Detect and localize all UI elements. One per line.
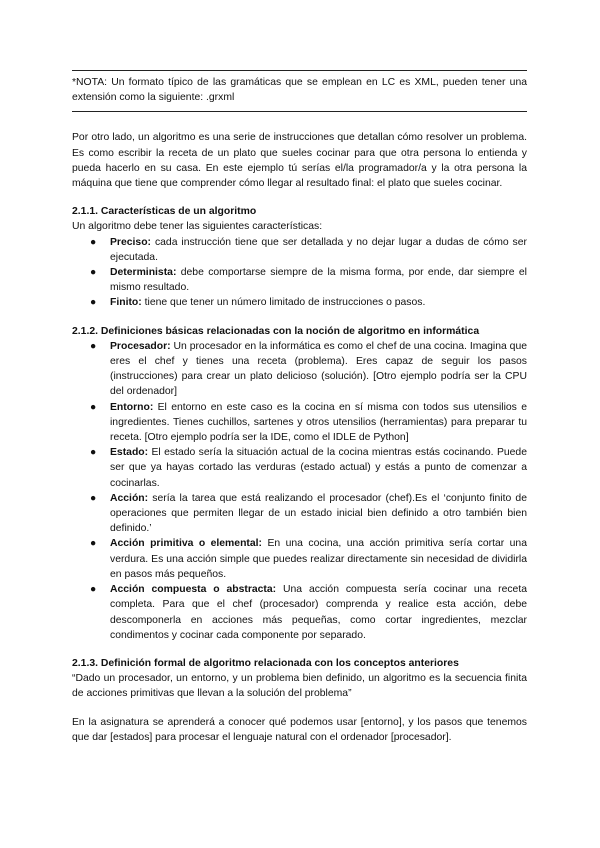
item-text: Una acción compuesta sería cocinar una receta completa. Para que el chef (procesador) comprenda y realice esta acción, debe descomponerla en acciones más pequeñas, como cortar ingredientes, mezclar condimentos y cocinar cada componente por separado.: [110, 584, 527, 641]
item-term: Procesador:: [110, 340, 171, 352]
item-term: Estado:: [110, 447, 149, 459]
item-text: El estado sería la situación actual de la cocina mientras estás cocinando. Puede ser que ya hayas cortado las verduras (estado actual) y estás a punto de comenzar a cocinarlas.: [110, 447, 527, 489]
item-text: Un procesador en la informática es como el chef de una cocina. Imagina que eres el chef y tienes una receta (problema). Eres capaz de seguir los pasos (instrucciones) para crear un plato delicioso (solución). [Otro ejemplo podría ser la CPU del ordenador]: [110, 340, 528, 398]
list-item: [72, 400, 527, 446]
document-page: [72, 70, 527, 745]
list-item: [72, 235, 527, 265]
list-item: [72, 582, 527, 643]
top-divider: [72, 70, 527, 71]
bullet-icon: ●: [90, 267, 97, 279]
bullet-icon: ●: [90, 538, 97, 550]
definitions-list: [72, 339, 527, 643]
bullet-icon: ●: [90, 236, 97, 248]
item-text: debe comportarse siempre de la misma forma, por ende, dar siempre el mismo resultado.: [110, 267, 527, 294]
item-term: Acción compuesta o abstracta:: [110, 584, 277, 596]
item-text: El entorno en este caso es la cocina en sí misma con todos sus utensilios e ingredientes. Tienes cuchillos, sartenes y otros utensilios (herramientas) para preparar tu receta. [Otro ejemplo podría ser la IDE, como el IDLE de Python]: [110, 401, 527, 444]
item-term: Acción primitiva o elemental:: [110, 538, 263, 550]
bullet-icon: ●: [90, 401, 97, 413]
bullet-icon: ●: [90, 584, 97, 596]
list-item: [72, 265, 527, 295]
item-term: Preciso:: [110, 236, 152, 248]
section-1-lead: Un algoritmo debe tener las siguientes características:: [72, 221, 323, 233]
section-3-heading: 2.1.3. Definición formal de algoritmo relacionada con los conceptos anteriores: [72, 657, 459, 669]
item-term: Acción:: [110, 492, 149, 504]
bullet-icon: ●: [90, 492, 97, 504]
list-item: [72, 536, 527, 582]
item-text: cada instrucción tiene que ser detallada y no dejar lugar a dudas de cómo ser ejecutada.: [110, 236, 527, 263]
closing-paragraph: En la asignatura se aprenderá a conocer qué podemos usar [entorno], y los pasos que tenemos que dar [estados] para procesar el lenguaje natural con el ordenador [procesador].: [72, 716, 527, 743]
item-term: Finito:: [110, 297, 142, 309]
note-paragraph: *NOTA: Un formato típico de las gramáticas que se emplean en LC es XML, pueden tener una extensión como la siguiente: .grxml: [72, 77, 527, 104]
list-item: [72, 491, 527, 537]
item-text: En una cocina, una acción primitiva sería cortar una verdura. Es una acción simple que puedes realizar directamente sin necesidad de dividirla en pasos más pequeños.: [110, 538, 527, 580]
item-text: sería la tarea que está realizando el procesador (chef).Es el ‘conjunto finito de operaciones que permiten llegar de un estado inicial bien definido a otro también bien definido.’: [110, 492, 527, 535]
list-item: [72, 445, 527, 491]
section-1-heading: 2.1.1. Características de un algoritmo: [72, 206, 257, 218]
item-term: Entorno:: [110, 401, 154, 413]
item-term: Determinista:: [110, 267, 177, 279]
bullet-icon: ●: [90, 297, 97, 309]
characteristics-list: [72, 235, 527, 311]
bullet-icon: ●: [90, 447, 97, 459]
bullet-icon: ●: [90, 340, 97, 352]
formal-definition-quote: “Dado un procesador, un entorno, y un problema bien definido, un algoritmo es la secuencia finita de acciones primitivas que llevan a la solución del problema”: [72, 673, 527, 700]
section-2-heading: 2.1.2. Definiciones básicas relacionadas con la noción de algoritmo en informática: [72, 325, 480, 337]
list-item: [72, 295, 527, 310]
list-item: [72, 339, 527, 400]
intro-paragraph: Por otro lado, un algoritmo es una serie de instrucciones que detallan cómo resolver un problema. Es como escribir la receta de un plato que sueles cocinar para que otra persona lo entienda y pueda hacerlo en su casa. En este ejemplo tú serías el/la programador/a y la otra persona la máquina que tiene que comprender cómo llegar al resultado final: el plato que sueles cocinar.: [72, 132, 527, 190]
item-text: tiene que tener un número limitado de instrucciones o pasos.: [141, 297, 426, 309]
